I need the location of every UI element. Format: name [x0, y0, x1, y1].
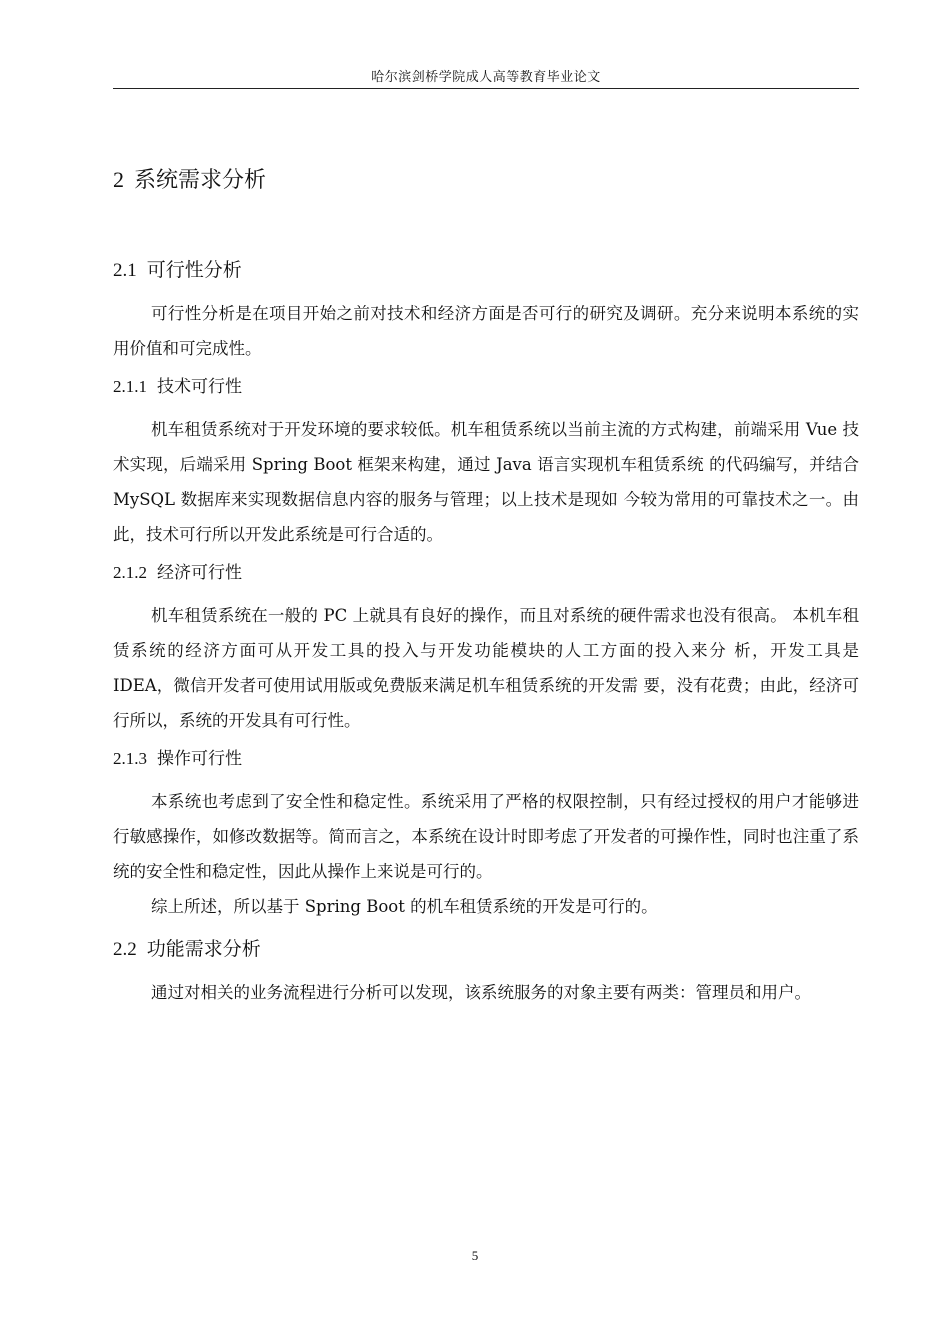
- page-number: 5: [471, 1248, 479, 1263]
- running-header: 哈尔滨剑桥学院成人高等教育毕业论文: [371, 70, 601, 85]
- paragraph-operational-feasibility: 本系统也考虑到了安全性和稳定性。系统采用了严格的权限控制，只有经过授权的用户才能够进行敏感操作，如修改数据等。简而言之，本系统在设计时即考虑了开发者的可操作性，同时也注重了系统的安全性和稳定性，因此从操作上来说是可行的。: [113, 792, 859, 881]
- subsection-heading-2-1-2: [113, 556, 859, 590]
- subsection-heading-2-1-3: [113, 742, 859, 776]
- subsection-title: 经济可行性: [157, 563, 242, 583]
- subsection-title: 操作可行性: [157, 749, 242, 769]
- subsection-title: 技术可行性: [157, 377, 242, 397]
- chapter-heading: [113, 158, 859, 203]
- subsection-heading-2-1-1: [113, 370, 859, 404]
- paragraph-technical-feasibility: 机车租赁系统对于开发环境的要求较低。机车租赁系统以当前主流的方式构建，前端采用 Vue 技术实现，后端采用 Spring Boot 框架来构建，通过 Java 语言实现机车租赁系统 的代码编写，并结合 MySQL 数据库来实现数据信息内容的服务与管理；以上技术是现如 今较为常用的可靠技术之一。由此，技术可行所以开发此系统是可行合适的。: [113, 420, 859, 544]
- chapter-title: 系统需求分析: [134, 168, 267, 193]
- section-title: 功能需求分析: [146, 938, 261, 960]
- paragraph-economic-feasibility: 机车租赁系统在一般的 PC 上就具有良好的操作，而且对系统的硬件需求也没有很高。 本机车租赁系统的经济方面可从开发工具的投入与开发功能模块的人工方面的投入来分 析，开发工具是 IDEA，微信开发者可使用试用版或免费版来满足机车租赁系统的开发需 要，没有花费；由此，经济可行所以，系统的开发具有可行性。: [113, 606, 859, 730]
- section-number: 2.2: [113, 939, 137, 960]
- paragraph-functional-requirements: 通过对相关的业务流程进行分析可以发现，该系统服务的对象主要有两类：管理员和用户。: [151, 983, 811, 1002]
- subsection-number: 2.1.1: [113, 377, 147, 396]
- paragraph-feasibility-summary: 综上所述，所以基于 Spring Boot 的机车租赁系统的开发是可行的。: [151, 897, 658, 916]
- header-rule: [113, 88, 859, 89]
- section-number: 2.1: [113, 260, 137, 281]
- section-title: 可行性分析: [146, 259, 242, 281]
- subsection-number: 2.1.2: [113, 563, 147, 582]
- paragraph-feasibility-intro: 可行性分析是在项目开始之前对技术和经济方面是否可行的研究及调研。充分来说明本系统的实用价值和可完成性。: [113, 304, 859, 358]
- chapter-number: 2: [113, 167, 124, 192]
- subsection-number: 2.1.3: [113, 749, 147, 768]
- section-heading-2-2: [113, 930, 859, 969]
- section-heading-2-1: [113, 251, 859, 290]
- page-body: [113, 158, 859, 1010]
